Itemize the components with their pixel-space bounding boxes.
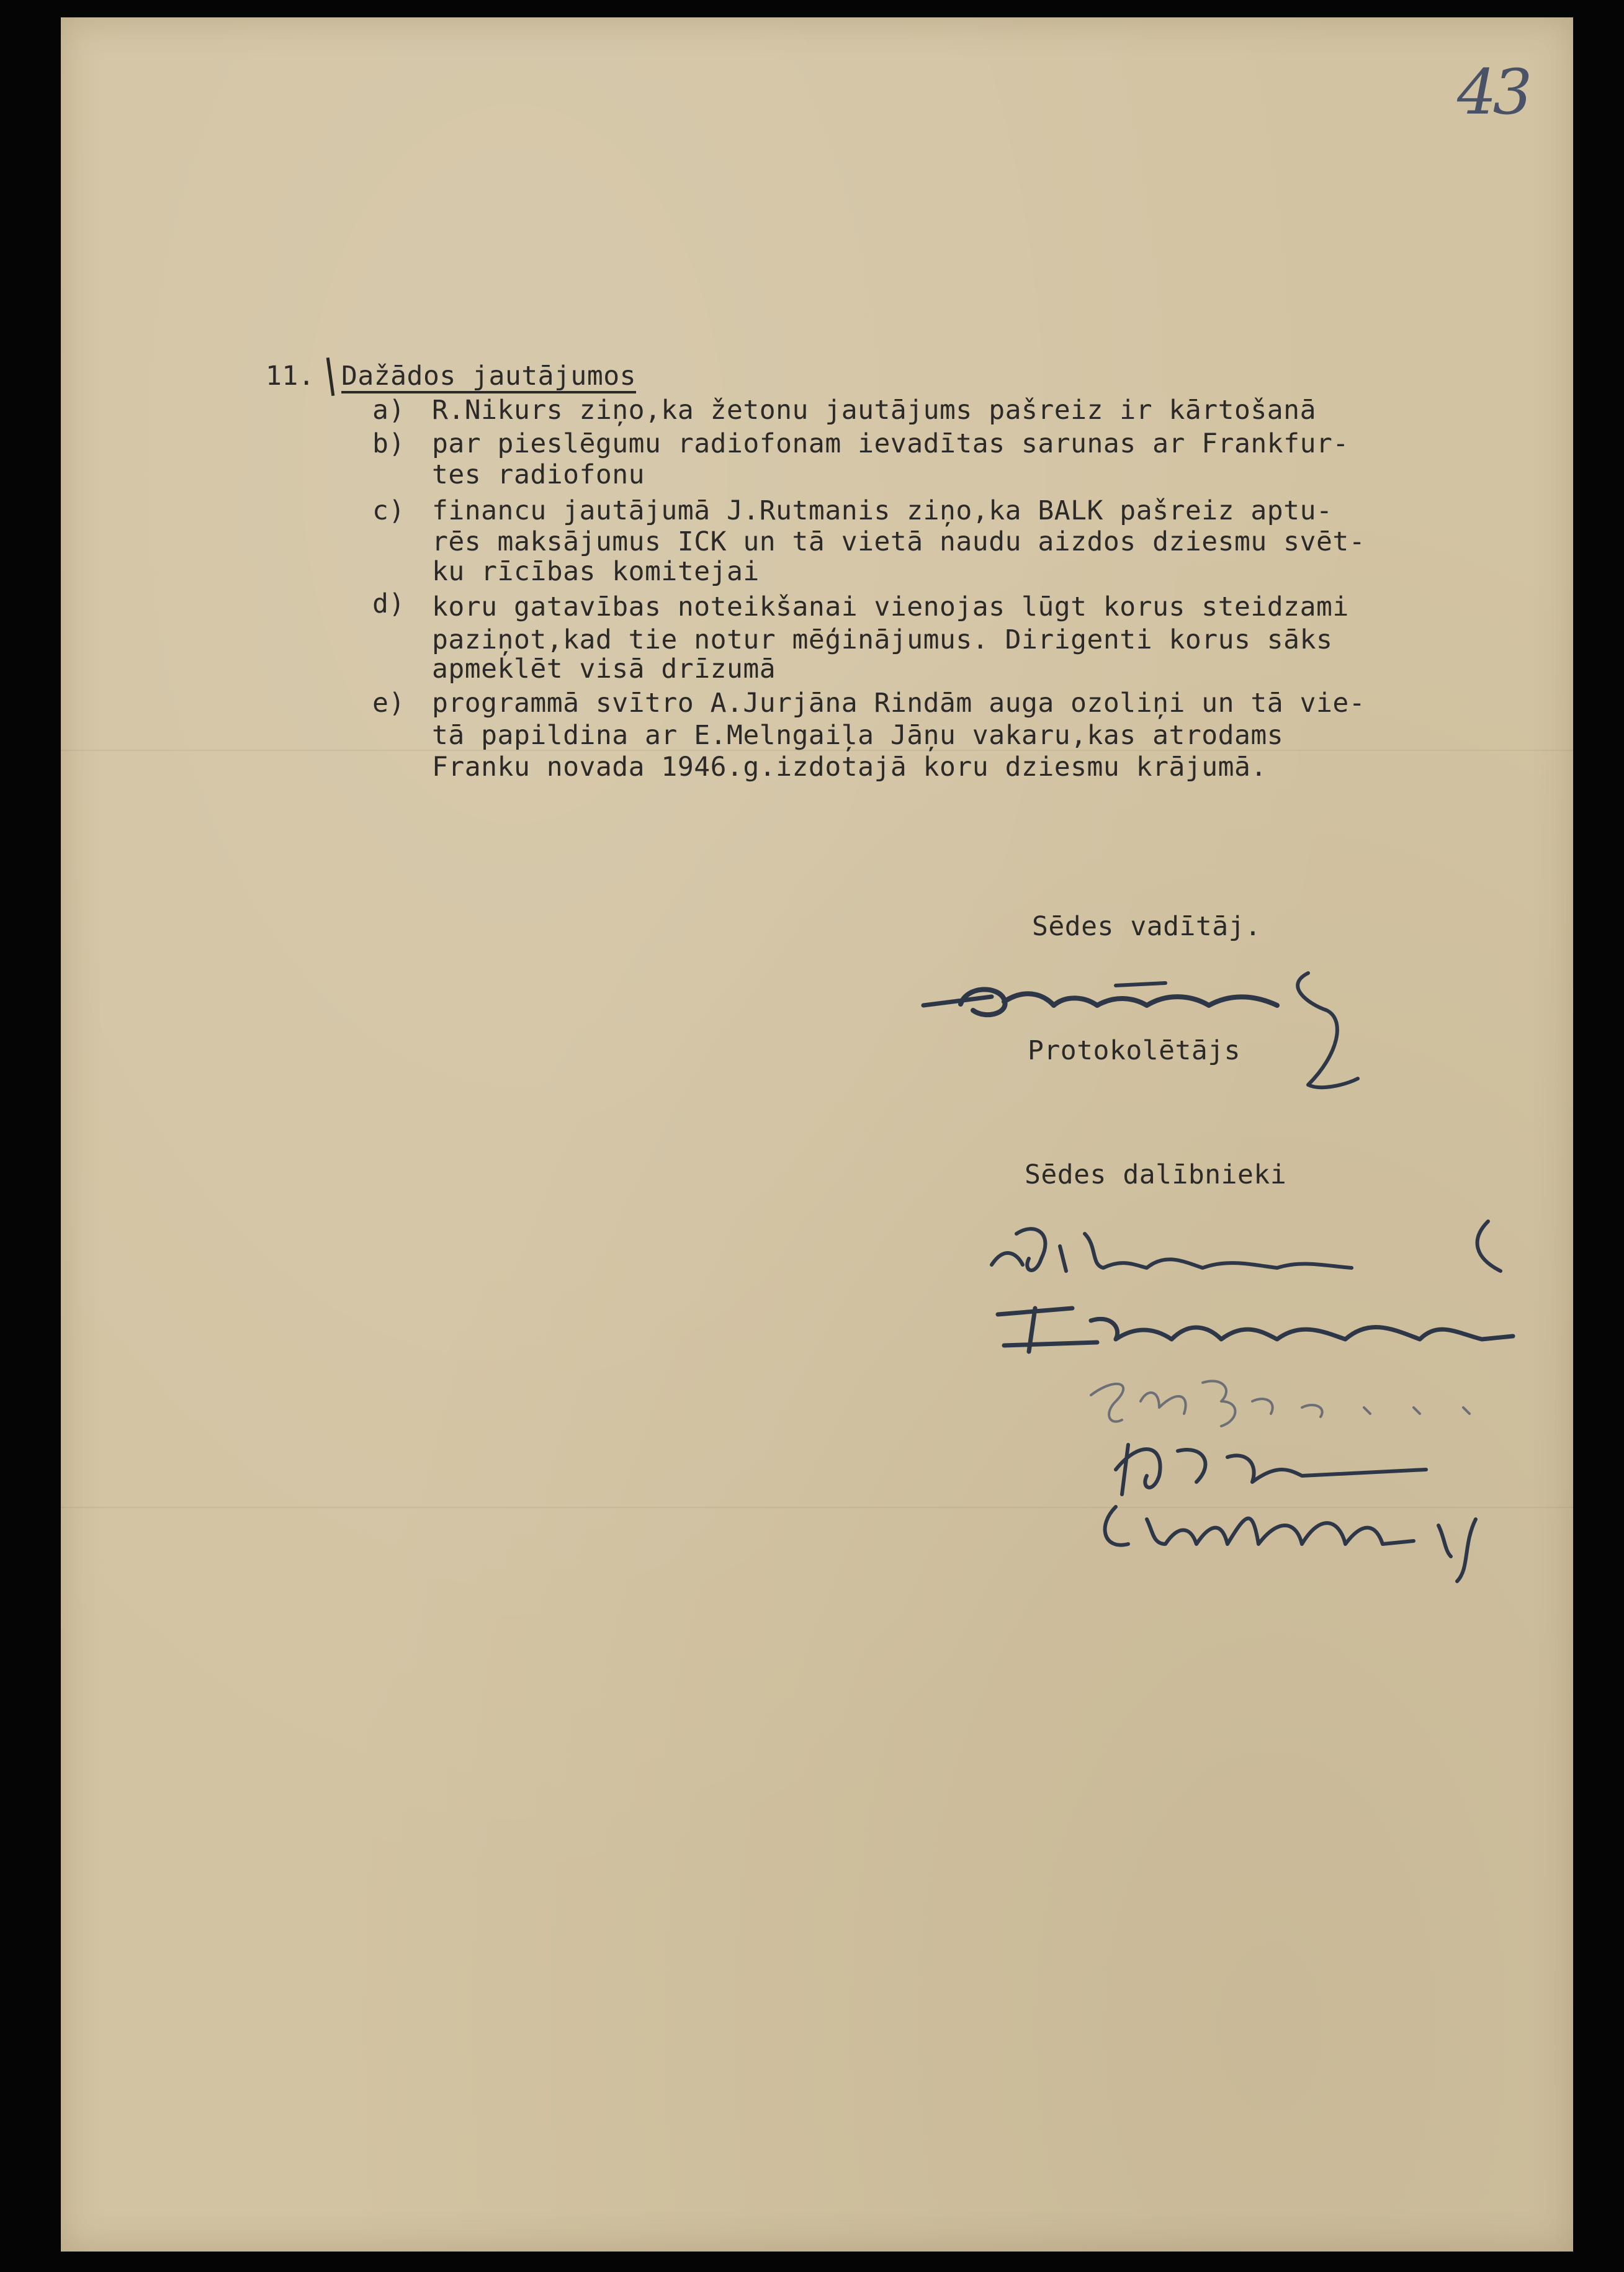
- item-marker-d: d): [372, 588, 405, 619]
- item-c-line-1: financu jautājumā J.Rutmanis ziņo,ka BALK pašreiz aptu-: [432, 495, 1333, 526]
- participant-signature-5: [1091, 1482, 1563, 1587]
- item-d-line-2: paziņot,kad tie notur mēģinājumus. Dirigenti korus sāks: [432, 624, 1333, 655]
- item-a-line-1: R.Nikurs ziņo,ka žetonu jautājums pašreiz ir kārtošanā: [432, 395, 1316, 426]
- item-c-line-3: ku rīcības komitejai: [432, 556, 760, 587]
- chair-label: Sēdes vadītāj.: [1032, 911, 1262, 942]
- secretary-label: Protokolētājs: [1028, 1035, 1241, 1066]
- item-marker-e: e): [372, 688, 405, 719]
- item-marker-c: c): [372, 495, 405, 526]
- section-number: 11.: [266, 361, 315, 392]
- section-heading: Dažādos jautājumos: [341, 361, 636, 392]
- page-number: 43: [1457, 56, 1529, 128]
- margin-bracket: [326, 357, 335, 396]
- item-d-line-1: koru gatavības noteikšanai vienojas lūgt korus steidzami: [432, 591, 1349, 622]
- item-c-line-2: rēs maksājumus ICK un tā vietā naudu aizdos dziesmu svēt-: [432, 526, 1366, 557]
- participants-label: Sēdes dalībnieki: [1025, 1159, 1287, 1190]
- document-page: [61, 17, 1573, 2252]
- item-d-line-3: apmeklēt visā drīzumā: [432, 653, 776, 685]
- item-e-line-1: programmā svītro A.Jurjāna Rindām auga ozoliņi un tā vie-: [432, 688, 1366, 719]
- item-marker-b: b): [372, 428, 405, 459]
- item-marker-a: a): [372, 395, 405, 426]
- participant-signature-2: [985, 1283, 1544, 1364]
- item-b-line-2: tes radiofonu: [432, 459, 645, 490]
- participant-signature-1: [979, 1209, 1538, 1290]
- item-e-line-3: Franku novada 1946.g.izdotajā koru dziesmu krājumā.: [432, 752, 1267, 783]
- item-e-line-2: tā papildina ar E.Melngaiļa Jāņu vakaru,kas atrodams: [432, 720, 1284, 751]
- item-b-line-1: par pieslēgumu radiofonam ievadītas sarunas ar Frankfur-: [432, 428, 1349, 459]
